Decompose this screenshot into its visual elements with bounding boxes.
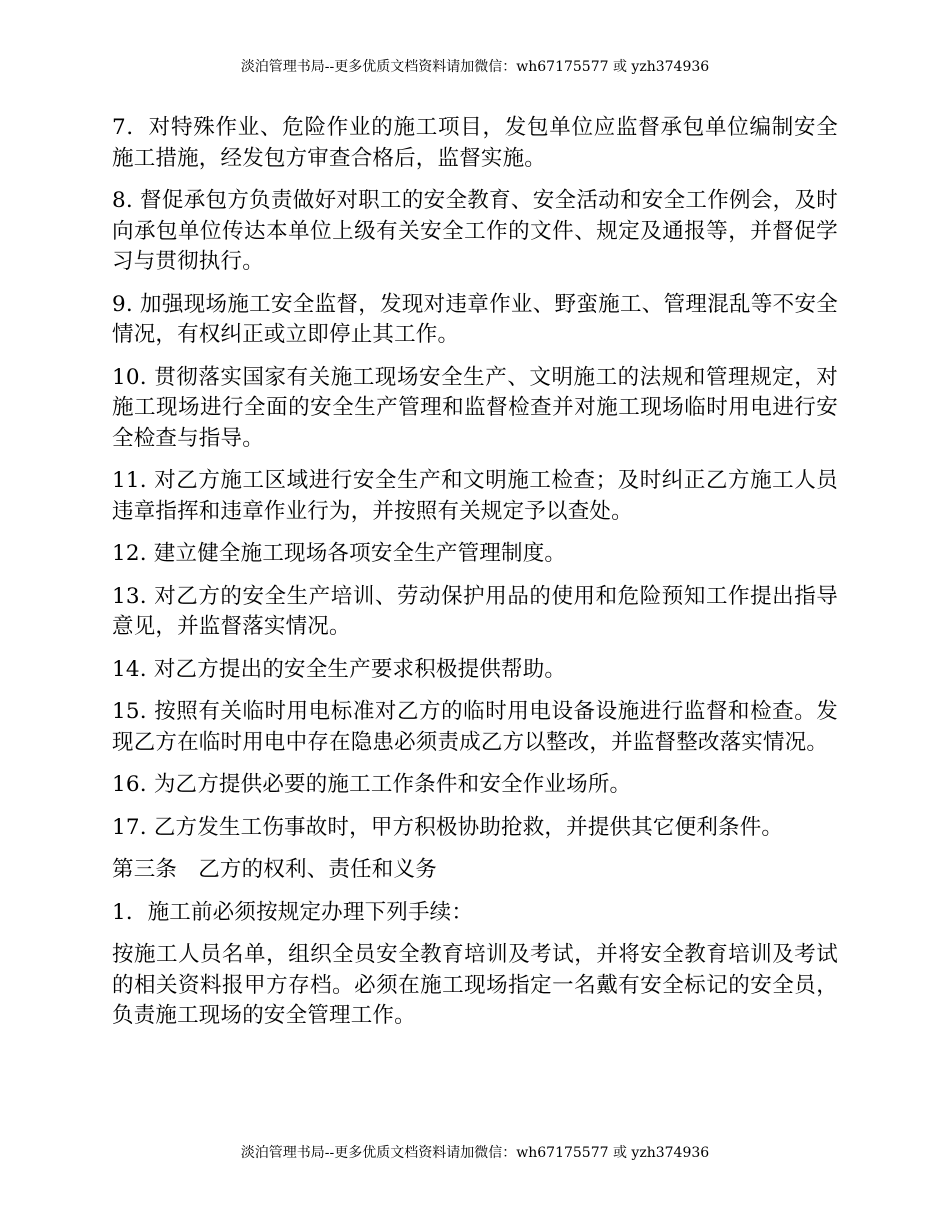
clause-16: 16. 为乙方提供必要的施工工作条件和安全作业场所。 [112,772,632,797]
clause-8: 8. 督促承包方负责做好对职工的安全教育、安全活动和安全工作例会，及时向承包单位传达本单位上级有关安全工作的文件、规定及通报等，并督促学习与贯彻执行。 [112,188,838,274]
document-body [112,113,838,1044]
section-heading-article-3: 第三条 乙方的权利、责任和义务 [112,857,437,882]
clause-13: 13. 对乙方的安全生产培训、劳动保护用品的使用和危险预知工作提出指导意见，并监督落实情况。 [112,583,838,639]
clause-7: 7．对特殊作业、危险作业的施工项目，发包单位应监督承包单位编制安全施工措施，经发包方审查合格后，监督实施。 [112,115,838,171]
clause-17: 17. 乙方发生工伤事故时，甲方积极协助抢救，并提供其它便利条件。 [112,814,784,840]
clause-9: 9. 加强现场施工安全监督，发现对违章作业、野蛮施工、管理混乱等不安全情况，有权纠正或立即停止其工作。 [112,291,838,347]
article-3-item-1: 1．施工前必须按规定办理下列手续： [112,899,474,925]
clause-12: 12. 建立健全施工现场各项安全生产管理制度。 [112,541,567,566]
article-3-item-1-detail: 按施工人员名单，组织全员安全教育培训及考试，并将安全教育培训及考试的相关资料报甲方存档。必须在施工现场指定一名戴有安全标记的安全员，负责施工现场的安全管理工作。 [112,942,838,1028]
clause-11: 11. 对乙方施工区域进行安全生产和文明施工检查；及时纠正乙方施工人员违章指挥和违章作业行为，并按照有关规定予以查处。 [112,468,838,524]
page-footer: 淡泊管理书局--更多优质文档资料请加微信：wh67175577 或 yzh374936 [240,1145,710,1161]
page-header: 淡泊管理书局--更多优质文档资料请加微信：wh67175577 或 yzh374936 [240,59,710,75]
clause-10: 10. 贯彻落实国家有关施工现场安全生产、文明施工的法规和管理规定，对施工现场进行全面的安全生产管理和监督检查并对施工现场临时用电进行安全检查与指导。 [112,364,838,451]
clause-15: 15. 按照有关临时用电标准对乙方的临时用电设备设施进行监督和检查。发现乙方在临时用电中存在隐患必须责成乙方以整改，并监督整改落实情况。 [112,699,838,755]
clause-14: 14. 对乙方提出的安全生产要求积极提供帮助。 [112,656,567,682]
